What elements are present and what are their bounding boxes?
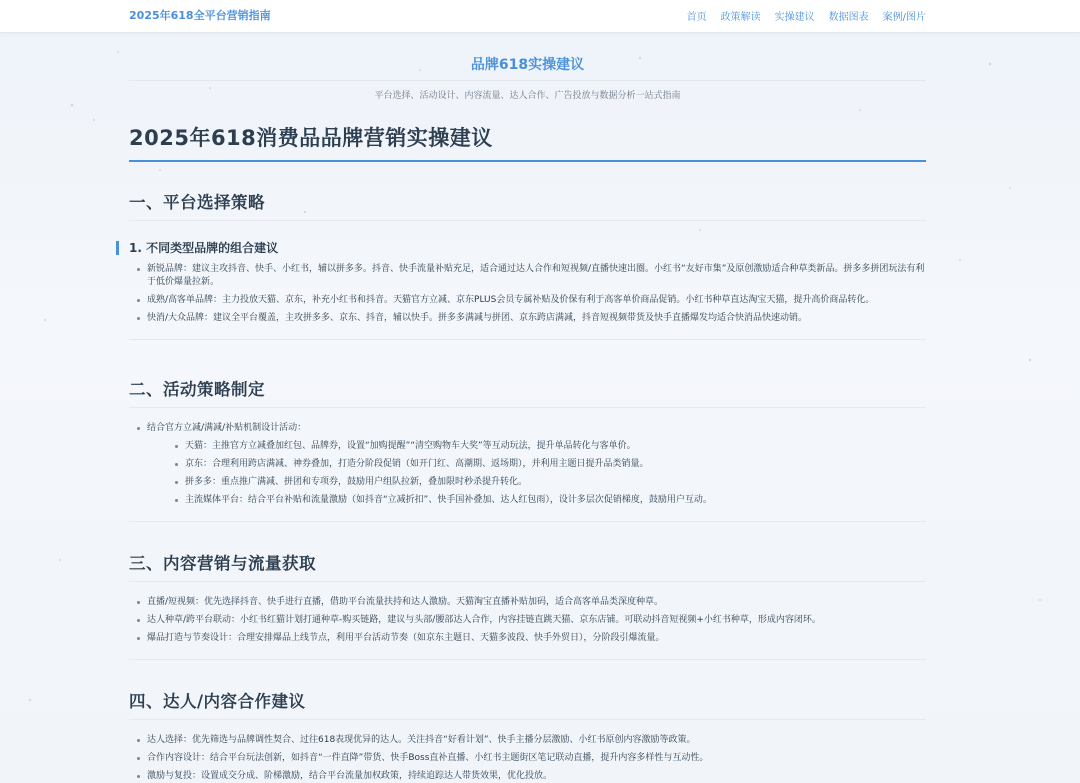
nested-bullet-list (147, 440, 926, 507)
list-item: 快消/大众品牌：建议全平台覆盖，主攻拼多多、京东、抖音，辅以快手。拼多多满减与拼团、京东跨店满减，抖音短视频带货及快手直播爆发均适合快消品快速动销。 (129, 312, 926, 325)
hero-title: 品牌618实操建议 (470, 57, 585, 73)
list-item: 直播/短视频：优先选择抖音、快手进行直播，借助平台流量扶持和达人激励。天猫淘宝直播补贴加码，适合高客单品类深度种草。 (129, 596, 926, 609)
hero-subtitle: 平台选择、活动设计、内容流量、达人合作、广告投放与数据分析一站式指南 (374, 91, 681, 101)
section-divider (129, 339, 926, 340)
section-platform-strategy (129, 189, 926, 340)
top-navbar (0, 0, 1080, 33)
section-heading: 四、达人/内容合作建议 (129, 688, 926, 720)
bullet-list (129, 734, 926, 783)
list-item: 激励与复投：设置成交分成、阶梯激励，结合平台流量加权政策，持续追踪达人带货效果，优化投放。 (129, 770, 926, 783)
list-item: 拼多多：重点推广满减、拼团和专项券，鼓励用户组队拉新，叠加限时秒杀提升转化。 (165, 476, 926, 489)
site-brand[interactable]: 2025年618全平台营销指南 (129, 9, 271, 22)
bullet-list (129, 422, 926, 507)
nav-cases[interactable]: 案例/图片 (882, 12, 926, 23)
bullet-list (129, 596, 926, 645)
section-activity-strategy (129, 376, 926, 522)
hero-divider (129, 80, 926, 81)
section-heading: 二、活动策略制定 (129, 376, 926, 408)
list-item: 爆品打造与节奏设计：合理安排爆品上线节点，利用平台活动节奏（如京东主题日、天猫多波段、快手外贸日），分阶段引爆流量。 (129, 632, 926, 645)
page-title: 2025年618消费品品牌营销实操建议 (129, 122, 926, 162)
nav-charts[interactable]: 数据图表 (828, 12, 869, 23)
list-item: 主流媒体平台：结合平台补贴和流量激励（如抖音“立减折扣”、快手国补叠加、达人红包雨），设计多层次促销梯度，鼓励用户互动。 (165, 494, 926, 507)
list-item: 合作内容设计：结合平台玩法创新，如抖音“一件直降”带货、快手Boss直补直播、小红书主题街区笔记联动直播，提升内容多样性与互动性。 (129, 752, 926, 765)
nav-policy[interactable]: 政策解读 (720, 12, 761, 23)
list-item: 达人选择：优先筛选与品牌调性契合、过往618表现优异的达人。关注抖音“好看计划”、快手主播分层激励、小红书原创内容激励等政策。 (129, 734, 926, 747)
nav-home[interactable]: 首页 (686, 12, 707, 23)
list-lead: 结合官方立减/满减/补贴机制设计活动： (147, 423, 307, 433)
bullet-list (129, 263, 926, 325)
section-influencer-cooperation (129, 688, 926, 783)
subsection-heading: 1. 不同类型品牌的组合建议 (116, 241, 926, 255)
list-item: 达人种草/跨平台联动：小红书红猫计划打通种草-购买链路，建议与头部/腰部达人合作，内容挂链直跳天猫、京东店铺。可联动抖音短视频+小红书种草，形成内容闭环。 (129, 614, 926, 627)
nav-practice[interactable]: 实操建议 (774, 12, 815, 23)
section-content-marketing (129, 550, 926, 660)
list-item: 新锐品牌：建议主攻抖音、快手、小红书，辅以拼多多。抖音、快手流量补贴充足，适合通过达人合作和短视频/直播快速出圈。小红书“友好市集”及原创激励适合种草类新品。拼多多拼团玩法有利于低价爆量拉新。 (129, 263, 926, 289)
section-divider (129, 521, 926, 522)
section-divider (129, 659, 926, 660)
main-content (129, 32, 926, 783)
list-item: 天猫：主推官方立减叠加红包、品牌券，设置“加购提醒”“清空购物车大奖”等互动玩法，提升单品转化与客单价。 (165, 440, 926, 453)
list-item (129, 422, 926, 507)
list-item: 京东：合理利用跨店满减、神券叠加，打造分阶段促销（如开门红、高潮期、返场期），并利用主题日提升品类销量。 (165, 458, 926, 471)
section-heading: 三、内容营销与流量获取 (129, 550, 926, 582)
section-heading: 一、平台选择策略 (129, 189, 926, 221)
nav-menu (687, 8, 926, 23)
list-item: 成熟/高客单品牌：主力投放天猫、京东，补充小红书和抖音。天猫官方立减、京东PLUS会员专属补贴及价保有利于高客单价商品促销。小红书种草直达淘宝天猫，提升高价商品转化。 (129, 294, 926, 307)
